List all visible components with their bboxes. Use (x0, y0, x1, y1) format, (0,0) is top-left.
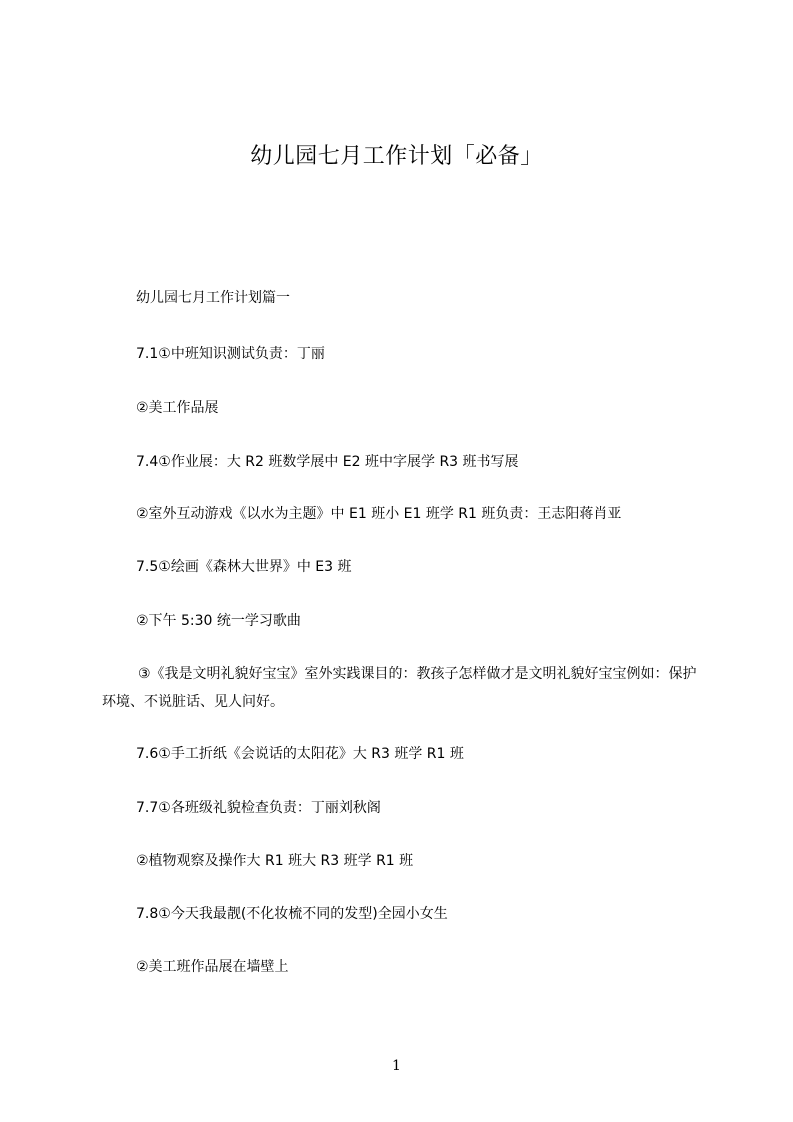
paragraph: 7.6①手工折纸《会说话的太阳花》大 R3 班学 R1 班 (136, 746, 464, 762)
paragraph-wrapped: ③《我是文明礼貌好宝宝》室外实践课目的：教孩子怎样做才是文明礼貌好宝宝例如：保护环境、不说脏话、见人问好。 (102, 666, 697, 710)
paragraph: 7.7①各班级礼貌检查负责：丁丽刘秋阁 (136, 800, 381, 816)
paragraph: ②美工作品展 (136, 400, 219, 416)
section-heading: 幼儿园七月工作计划篇一 (136, 290, 290, 306)
page-number: 1 (392, 1058, 401, 1074)
paragraph: 7.8①今天我最靓(不化妆梳不同的发型)全园小女生 (136, 906, 448, 922)
paragraph: 7.5①绘画《森林大世界》中 E3 班 (136, 559, 352, 575)
paragraph: 7.4①作业展：大 R2 班数学展中 E2 班中字展学 R3 班书写展 (136, 454, 519, 470)
paragraph: ②室外互动游戏《以水为主题》中 E1 班小 E1 班学 R1 班负责：王志阳蒋肖亚 (136, 506, 622, 522)
paragraph: 7.1①中班知识测试负责：丁丽 (136, 346, 325, 362)
paragraph: ②下午 5:30 统一学习歌曲 (136, 613, 301, 629)
paragraph: ②美工班作品展在墙壁上 (136, 959, 289, 975)
paragraph: ②植物观察及操作大 R1 班大 R3 班学 R1 班 (136, 853, 414, 869)
document-title: 幼儿园七月工作计划「必备」 (250, 144, 543, 169)
